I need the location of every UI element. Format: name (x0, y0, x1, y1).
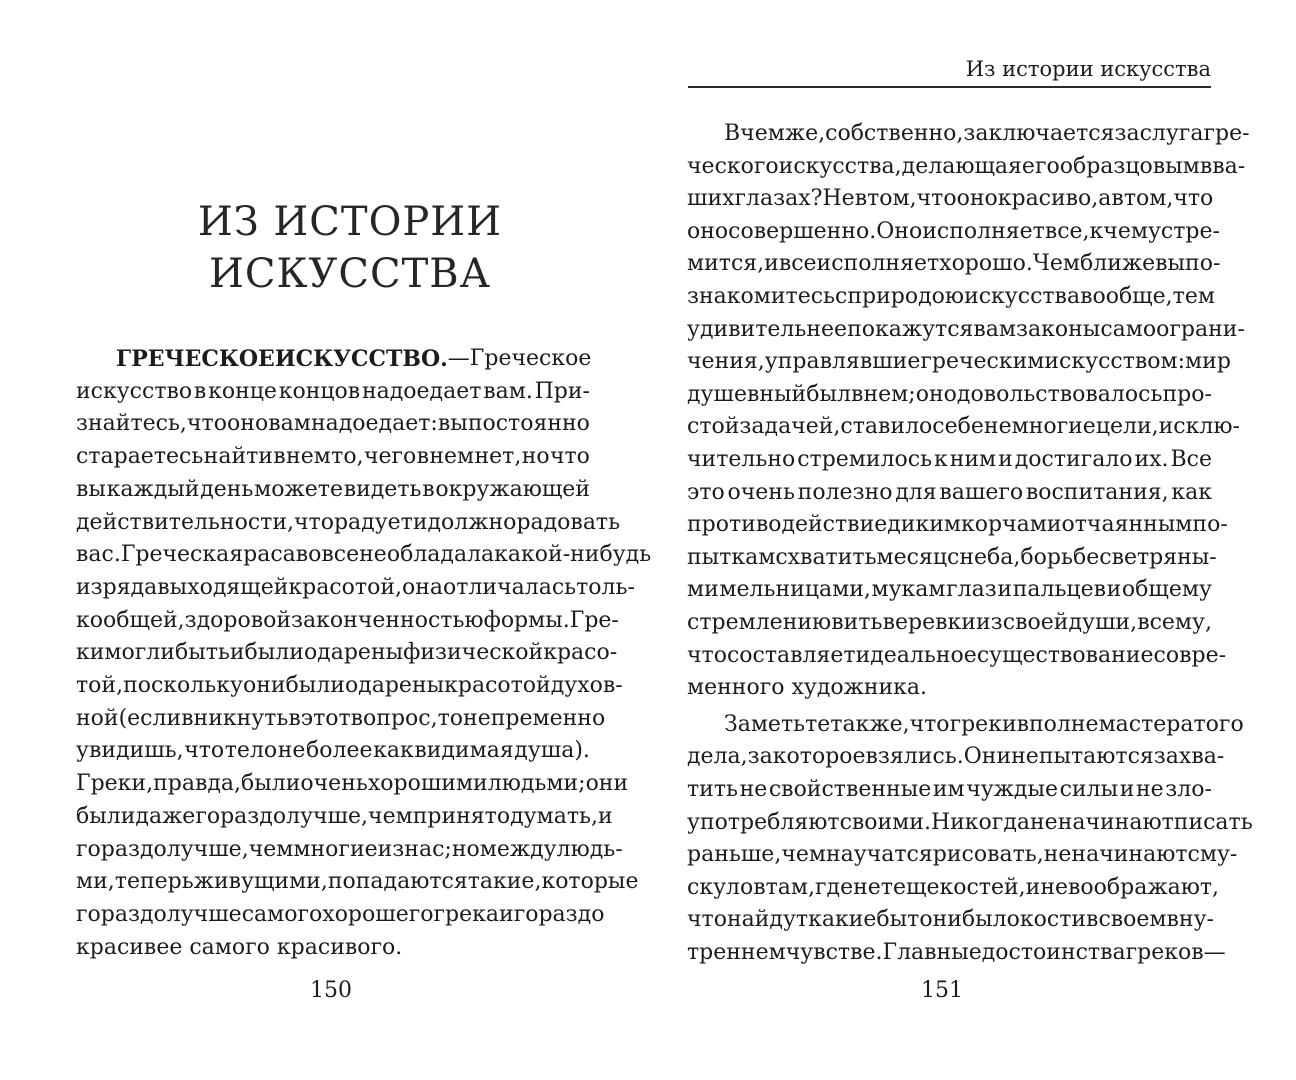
text-line: Заметьте также, что греки вполне мастера того (724, 711, 1244, 737)
text-line: знакомитесь с природою искусства вообще, тем (687, 284, 1215, 309)
text-line: вы каждый день можете видеть в окружающей (76, 476, 590, 502)
text-line: раньше, чем научатся рисовать, не начинают с му- (687, 842, 1238, 868)
text-line: вас. Греческая раса вовсе не обладала какой-нибудь (76, 542, 652, 568)
chapter-title (110, 196, 590, 300)
text-line: ГРЕЧЕСКОЕ ИСКУССТВО. — Греческое (116, 346, 592, 372)
text-line: В чем же, собственно, заключается заслуга гре- (724, 121, 1250, 146)
text-line: стой задачей, ставило себе немногие цели, исклю- (687, 414, 1240, 440)
text-line: знайтесь, что оно вам надоедает: вы постоянно (76, 411, 590, 437)
chapter-title-line-1: ИЗ ИСТОРИИ (197, 199, 503, 245)
text-line: красивее самого красивого. (76, 934, 403, 960)
page-number-right: 151 (921, 978, 963, 1003)
text-line: употребляют своими. Никогда не начинают писать (687, 809, 1253, 835)
text-line: из ряда выходящей красотой, она отличалась толь- (76, 574, 635, 600)
text-line: были даже гораздо лучше, чем принято думать, и (76, 803, 613, 829)
text-line: скулов там, где нет еще костей, и не воображают, (687, 874, 1220, 900)
text-line: дела, за которое взялись. Они не пытаются захва- (687, 744, 1225, 770)
text-line: удивительнее покажутся вам законы самоограни- (687, 316, 1245, 342)
text-line: тить не свойственные им чуждые силы и не зло- (687, 777, 1212, 802)
header-rule (688, 86, 1211, 88)
page-number-left: 150 (310, 978, 352, 1003)
text-line: стараетесь найти в нем то, чего в нем нет, но что (76, 444, 590, 470)
text-line: гораздо лучше самого хорошего грека и гораздо (76, 901, 605, 927)
chapter-title-line-2: ИСКУССТВА (209, 251, 491, 297)
text-line: чительно стремилось к ним и достигало их. Все (687, 447, 1212, 472)
text-line: это очень полезно для вашего воспитания, как (687, 479, 1212, 505)
text-line: ми мельницами, мукам глаз и пальцев и общему (687, 577, 1212, 603)
text-line: ки могли быть и были одарены физической красо- (76, 640, 618, 666)
right-page (648, 0, 1296, 1080)
text-line: чения, управлявшие греческим искусством: мир (687, 349, 1231, 375)
text-line: увидишь, что тело не более как видимая душа). (76, 738, 590, 764)
text-line: ной (если вникнуть в этот вопрос, то непременно (76, 705, 606, 731)
text-line: менного художника. (687, 675, 928, 701)
text-line: искусство в конце концов надоедает вам. При- (76, 378, 590, 404)
text-line: оно совершенно. Оно исполняет все, к чему стре- (687, 218, 1220, 244)
text-line: Греки, правда, были очень хорошими людьми; они (76, 771, 629, 797)
running-header: Из истории искусства (965, 57, 1211, 81)
text-line: треннем чувстве. Главные достоинства греков — (687, 940, 1226, 965)
text-line: действительности, что радует и должно радовать (76, 509, 621, 535)
text-line: той, поскольку они были одарены красотой духов- (76, 673, 623, 698)
text-line: гораздо лучше, чем многие из нас; но между людь- (76, 836, 623, 862)
text-line: ко общей, здоровой законченностью формы. Гре- (76, 607, 619, 633)
text-line: мится, и все исполняет хорошо. Чем ближе вы по- (687, 251, 1221, 277)
text-line: что найдут какие бы то ни было кости в своем вну- (687, 907, 1214, 933)
text-line: душевный был в нем; оно довольствовалось про- (687, 381, 1212, 407)
text-line: пыткам схватить месяц с неба, борьбе с ветряны- (687, 544, 1217, 570)
text-line: ми, теперь живущими, попадаются такие, которые (76, 869, 639, 895)
text-line: что составляет идеальное существование совре- (687, 642, 1227, 668)
text-line: ческого искусства, делающая его образцовым в ва- (687, 153, 1246, 179)
text-line: стремлению вить веревки из своей души, всему, (687, 610, 1212, 635)
text-line: противодействие диким корчам и отчаянным по- (687, 512, 1228, 538)
text-line: ших глазах? Не в том, что оно красиво, а в том, что (687, 186, 1214, 212)
